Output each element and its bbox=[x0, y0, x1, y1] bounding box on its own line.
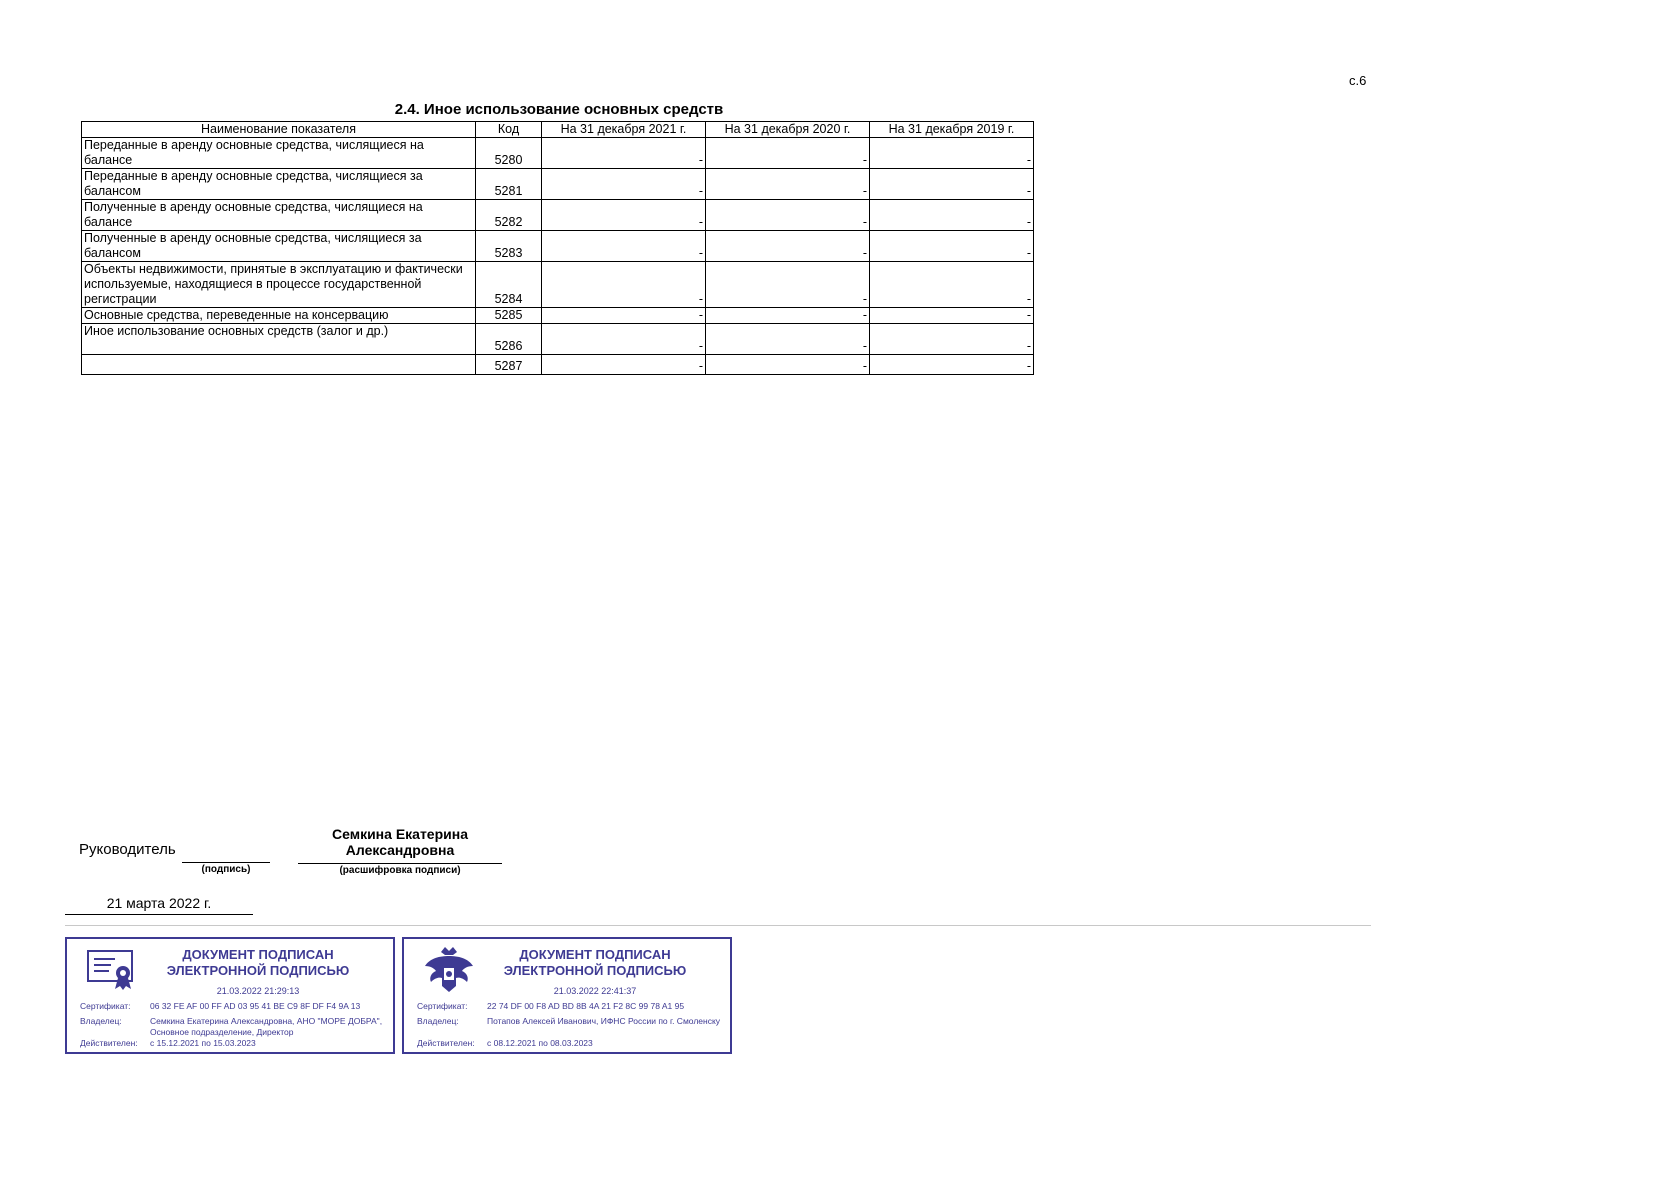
row-name bbox=[82, 355, 476, 375]
signature-caption: (подпись) bbox=[201, 864, 251, 875]
row-value-2021: - bbox=[542, 324, 706, 355]
row-code: 5281 bbox=[476, 169, 542, 200]
row-value-2019: - bbox=[870, 169, 1034, 200]
validity-label: Действителен: bbox=[80, 1038, 138, 1048]
owner-value: Потапов Алексей Иванович, ИФНС России по г. Смоленску bbox=[487, 1016, 721, 1026]
column-header-2020: На 31 декабря 2020 г. bbox=[706, 122, 870, 138]
row-value-2020: - bbox=[706, 200, 870, 231]
stamp-title bbox=[464, 947, 726, 979]
row-value-2020: - bbox=[706, 262, 870, 308]
column-header-2019: На 31 декабря 2019 г. bbox=[870, 122, 1034, 138]
column-header-code: Код bbox=[476, 122, 542, 138]
stamp-owner-row bbox=[80, 1016, 387, 1038]
row-value-2020: - bbox=[706, 169, 870, 200]
table-row bbox=[82, 355, 1034, 375]
table-row bbox=[82, 231, 1034, 262]
certificate-label: Сертификат: bbox=[80, 1001, 131, 1011]
row-name: Полученные в аренду основные средства, числящиеся за балансом bbox=[82, 231, 476, 262]
signer-name bbox=[298, 826, 502, 858]
stamp-title-line1: ДОКУМЕНТ ПОДПИСАН bbox=[519, 947, 671, 962]
row-name: Полученные в аренду основные средства, числящиеся на балансе bbox=[82, 200, 476, 231]
validity-value: с 08.12.2021 по 08.03.2023 bbox=[487, 1038, 593, 1048]
stamp-title-line2: ЭЛЕКТРОННОЙ ПОДПИСЬЮ bbox=[503, 963, 687, 978]
row-code: 5284 bbox=[476, 262, 542, 308]
row-name: Основные средства, переведенные на консервацию bbox=[82, 308, 476, 324]
row-value-2021: - bbox=[542, 262, 706, 308]
table-row bbox=[82, 262, 1034, 308]
row-value-2020: - bbox=[706, 308, 870, 324]
row-code: 5282 bbox=[476, 200, 542, 231]
signer-name-line1: Семкина Екатерина bbox=[332, 826, 468, 842]
signature-date: 21 марта 2022 г. bbox=[106, 895, 212, 911]
separator-line bbox=[65, 925, 1371, 926]
stamp-validity-row bbox=[80, 1038, 387, 1049]
row-name: Переданные в аренду основные средства, числящиеся за балансом bbox=[82, 169, 476, 200]
page-number: с.6 bbox=[1349, 73, 1367, 88]
stamp-title-line2: ЭЛЕКТРОННОЙ ПОДПИСЬЮ bbox=[166, 963, 350, 978]
row-value-2021: - bbox=[542, 231, 706, 262]
stamp-title-line1: ДОКУМЕНТ ПОДПИСАН bbox=[182, 947, 334, 962]
name-line bbox=[298, 863, 502, 864]
row-name: Иное использование основных средств (залог и др.) bbox=[82, 324, 476, 355]
table-row bbox=[82, 169, 1034, 200]
row-value-2020: - bbox=[706, 324, 870, 355]
row-code: 5283 bbox=[476, 231, 542, 262]
e-signature-stamp-2 bbox=[402, 937, 732, 1054]
row-value-2020: - bbox=[706, 138, 870, 169]
validity-value: с 15.12.2021 по 15.03.2023 bbox=[150, 1038, 256, 1048]
fixed-assets-usage-table bbox=[81, 121, 1034, 375]
column-header-name: Наименование показателя bbox=[82, 122, 476, 138]
stamp-certificate-row bbox=[417, 1001, 724, 1012]
signature-line bbox=[182, 862, 270, 863]
stamp-owner-row bbox=[417, 1016, 724, 1027]
owner-label: Владелец: bbox=[80, 1016, 122, 1026]
certificate-label: Сертификат: bbox=[417, 1001, 468, 1011]
row-value-2021: - bbox=[542, 169, 706, 200]
signer-role: Руководитель bbox=[79, 841, 176, 858]
stamp-certificate-row bbox=[80, 1001, 387, 1012]
row-value-2019: - bbox=[870, 308, 1034, 324]
stamp-datetime: 21.03.2022 22:41:37 bbox=[553, 986, 637, 996]
e-signature-stamp-1 bbox=[65, 937, 395, 1054]
row-value-2020: - bbox=[706, 231, 870, 262]
table-header-row bbox=[82, 122, 1034, 138]
date-line bbox=[65, 914, 253, 915]
stamp-datetime: 21.03.2022 21:29:13 bbox=[216, 986, 300, 996]
certificate-value: 06 32 FE AF 00 FF AD 03 95 41 BE C9 8F DF F4 9A 13 bbox=[150, 1001, 361, 1011]
row-value-2021: - bbox=[542, 200, 706, 231]
table-row bbox=[82, 200, 1034, 231]
stamp-validity-row bbox=[417, 1038, 724, 1049]
section-title: 2.4. Иное использование основных средств bbox=[394, 101, 724, 118]
owner-value: Семкина Екатерина Александровна, АНО "МОРЕ ДОБРА", Основное подразделение, Директор bbox=[150, 1016, 383, 1037]
column-header-2021: На 31 декабря 2021 г. bbox=[542, 122, 706, 138]
row-value-2021: - bbox=[542, 355, 706, 375]
row-name: Переданные в аренду основные средства, числящиеся на балансе bbox=[82, 138, 476, 169]
row-code: 5287 bbox=[476, 355, 542, 375]
row-value-2021: - bbox=[542, 138, 706, 169]
row-value-2019: - bbox=[870, 231, 1034, 262]
signer-name-line2: Александровна bbox=[345, 842, 455, 858]
row-value-2020: - bbox=[706, 355, 870, 375]
validity-label: Действителен: bbox=[417, 1038, 475, 1048]
row-value-2019: - bbox=[870, 262, 1034, 308]
row-value-2021: - bbox=[542, 308, 706, 324]
row-name: Объекты недвижимости, принятые в эксплуатацию и фактически используемые, находящиеся в процессе государственной регистрации bbox=[82, 262, 476, 308]
row-value-2019: - bbox=[870, 138, 1034, 169]
certificate-value: 22 74 DF 00 F8 AD BD 8B 4A 21 F2 8C 99 78 A1 95 bbox=[487, 1001, 685, 1011]
stamp-title bbox=[127, 947, 389, 979]
table-row bbox=[82, 308, 1034, 324]
row-value-2019: - bbox=[870, 355, 1034, 375]
table-row bbox=[82, 324, 1034, 355]
name-caption: (расшифровка подписи) bbox=[339, 865, 461, 876]
owner-label: Владелец: bbox=[417, 1016, 459, 1026]
row-code: 5280 bbox=[476, 138, 542, 169]
table-row bbox=[82, 138, 1034, 169]
row-code: 5286 bbox=[476, 324, 542, 355]
row-value-2019: - bbox=[870, 200, 1034, 231]
row-value-2019: - bbox=[870, 324, 1034, 355]
row-code: 5285 bbox=[476, 308, 542, 324]
